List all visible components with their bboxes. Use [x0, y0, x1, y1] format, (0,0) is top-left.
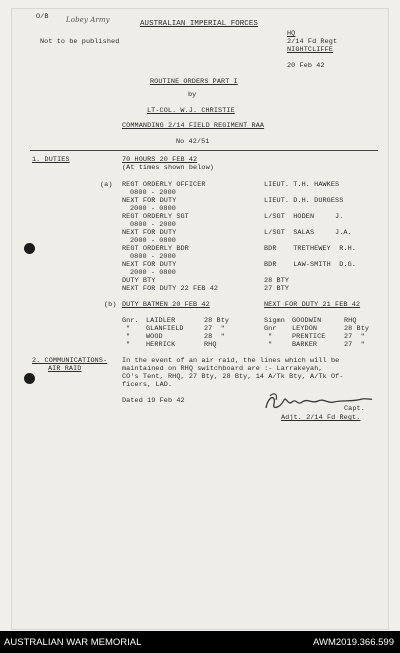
document-page	[11, 8, 389, 630]
batman-name: PRENTICE	[292, 333, 326, 341]
comms-line: maintained on RHQ switchboard are :- Larrakeyah,	[122, 365, 323, 373]
duty-row-left: REGT ORDERLY OFFICER	[122, 181, 206, 189]
batman-name: GLANFIELD	[146, 325, 184, 333]
duty-row-right: LIEUT. T.H. HAWKES	[264, 181, 340, 189]
batman-name: WOOD	[146, 333, 163, 341]
duty-row-left: REGT ORDERLY BDR	[122, 245, 189, 253]
duties-time: 70 HOURS 20 FEB 42	[122, 156, 198, 164]
batmen-left-heading: DUTY BATMEN 20 FEB 42	[122, 301, 210, 309]
header-date: 20 Feb 42	[287, 62, 325, 70]
punch-hole-top	[24, 243, 35, 254]
orders-title: ROUTINE ORDERS PART I	[150, 78, 238, 86]
batman-unit: 28 Bty	[344, 325, 370, 333]
batman-name: LAIDLER	[146, 317, 176, 325]
footer-bar	[0, 631, 400, 653]
comms-line: ficers, LAD.	[122, 381, 173, 389]
signature-title: Adjt. 2/14 Fd Regt.	[281, 414, 361, 422]
duty-row-right: 27 BTY	[264, 285, 290, 293]
batman-rank: "	[268, 341, 273, 349]
duty-row-right: L/SGT HODEN J.	[264, 213, 344, 221]
duty-row-left: NEXT FOR DUTY	[122, 261, 177, 269]
duty-row-left: 0800 - 2000	[130, 189, 176, 197]
duties-time-note: (At times shown below)	[122, 164, 214, 172]
batman-name: HERRICK	[146, 341, 176, 349]
batman-unit: RHQ	[344, 317, 357, 325]
batman-name: LEYDON	[292, 325, 318, 333]
batman-unit: 27 "	[204, 325, 225, 333]
duty-row-right: 28 BTY	[264, 277, 290, 285]
comms-line: In the event of an air raid, the lines which will be	[122, 357, 340, 365]
batman-unit: RHQ	[204, 341, 217, 349]
duty-row-left: NEXT FOR DUTY 22 FEB 42	[122, 285, 219, 293]
file-reference: O/B	[36, 13, 49, 21]
batman-rank: Gnr	[264, 325, 277, 333]
punch-hole-bottom	[24, 373, 35, 384]
batman-rank: "	[126, 333, 131, 341]
duty-row-left: NEXT FOR DUTY	[122, 197, 177, 205]
duty-row-left: 0800 - 2000	[130, 221, 176, 229]
duties-b-label: (b)	[104, 301, 117, 309]
batman-name: BARKER	[292, 341, 318, 349]
batman-unit: 27 "	[344, 341, 365, 349]
comms-dated: Dated 19 Feb 42	[122, 397, 185, 405]
orders-by: by	[188, 91, 197, 99]
duty-row-left: 2000 - 0800	[130, 237, 176, 245]
comms-sublabel: AIR RAID	[48, 365, 82, 373]
duty-row-right: BDR LAW-SMITH D.G.	[264, 261, 356, 269]
not-published-note: Not to be published	[40, 38, 120, 46]
duty-row-left: REGT ORDERLY SGT	[122, 213, 189, 221]
footer-credit: AUSTRALIAN WAR MEMORIAL	[4, 637, 142, 648]
duty-row-right: L/SGT SALAS J.A.	[264, 229, 352, 237]
handwritten-note: Lobey Army	[66, 16, 110, 24]
batman-rank: Gnr.	[122, 317, 139, 325]
location-label: NIGHTCLIFFE	[287, 46, 333, 54]
batman-unit: 27 "	[344, 333, 365, 341]
batman-name: GOODWIN	[292, 317, 322, 325]
batmen-right-heading: NEXT FOR DUTY 21 FEB 42	[264, 301, 361, 309]
batman-unit: 28 "	[204, 333, 225, 341]
duty-row-left: NEXT FOR DUTY	[122, 229, 177, 237]
document-title: AUSTRALIAN IMPERIAL FORCES	[140, 20, 258, 28]
batman-rank: "	[126, 325, 131, 333]
batman-unit: 28 Bty	[204, 317, 230, 325]
orders-commanding: COMMANDING 2/14 FIELD REGIMENT RAA	[122, 122, 265, 130]
batman-rank: Sigmn	[264, 317, 285, 325]
hq-label: HQ	[287, 30, 296, 38]
duty-row-right: BDR TRETHEWEY R.H.	[264, 245, 356, 253]
duties-a-label: (a)	[100, 181, 113, 189]
comms-label: 2. COMMUNICATIONS-	[32, 357, 108, 365]
duty-row-left: 0800 - 2000	[130, 253, 176, 261]
orders-number: No 42/51	[176, 138, 210, 146]
duties-label: 1. DUTIES	[32, 156, 70, 164]
unit-label: 2/14 Fd Regt	[287, 38, 338, 46]
batman-rank: "	[126, 341, 131, 349]
footer-accession: AWM2019.366.599	[313, 637, 394, 648]
duty-row-left: 2000 - 0800	[130, 205, 176, 213]
duty-row-left: DUTY BTY	[122, 277, 156, 285]
duty-row-right: LIEUT. D.H. DURGESS	[264, 197, 344, 205]
duty-row-left: 2000 - 0800	[130, 269, 176, 277]
batman-rank: "	[268, 333, 273, 341]
signature-rank: Capt.	[344, 405, 365, 413]
comms-line: CO's Tent, RHQ, 27 Bty, 28 Bty, 14 A/Tk Bty, A/Tk Of-	[122, 373, 344, 381]
orders-commander: LT-COL. W.J. CHRISTIE	[147, 107, 235, 115]
header-rule	[30, 150, 378, 151]
